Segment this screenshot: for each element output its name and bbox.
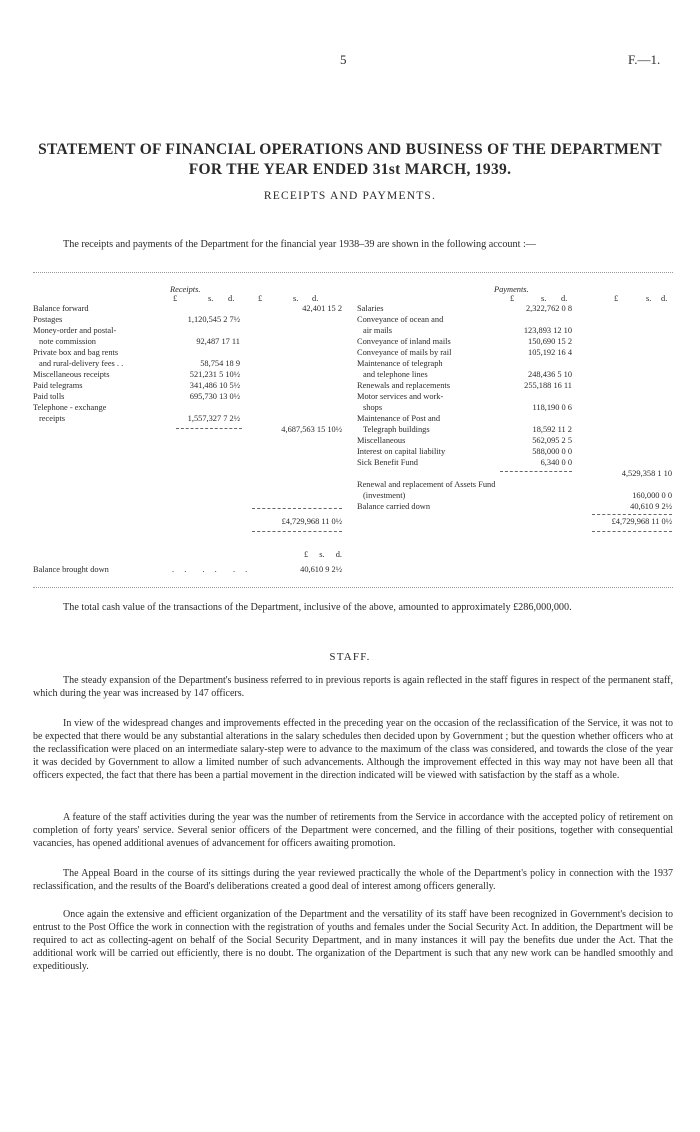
- payments-amount-buildings: 18,592 11 2: [532, 425, 572, 434]
- staff-paragraph-1: The steady expansion of the Department's business referred to in previous reports is again reflected in the staff figures in respect of the permanent staff, which during the year was increased by 147 officers.: [33, 675, 673, 699]
- receipts-label-money-order-2: note commission: [39, 337, 96, 346]
- receipts-col-pounds: £: [173, 294, 178, 303]
- payments-label-sick-benefit: Sick Benefit Fund: [357, 458, 418, 467]
- payments-label-rail: Conveyance of mails by rail: [357, 348, 452, 357]
- payments-heading: Payments.: [494, 285, 529, 294]
- payments-subtotal-rule: [500, 471, 572, 472]
- payments-amount-motor: 118,190 0 6: [532, 403, 572, 412]
- payments-amount-renewal-fund: 160,000 0 0: [632, 491, 672, 500]
- payments-label-interest: Interest on capital liability: [357, 447, 446, 456]
- payments-label-balance-carried: Balance carried down: [357, 502, 431, 511]
- payments-amount-rail: 105,192 16 4: [528, 348, 572, 357]
- receipts-amount-private-box: 58,754 18 9: [200, 359, 240, 368]
- receipts-total-col-shillings: s.: [293, 294, 299, 303]
- receipts-grand-total-rule-top: [252, 508, 342, 509]
- page-number: 5: [340, 52, 347, 67]
- receipts-amount-money-order: 92,487 17 11: [196, 337, 240, 346]
- payments-amount-sick-benefit: 6,340 0 0: [540, 458, 572, 467]
- intro-paragraph: The receipts and payments of the Department for the financial year 1938–39 are shown in the following account :—: [63, 239, 536, 250]
- receipts-label-miscellaneous: Miscellaneous receipts: [33, 370, 110, 379]
- payments-label-renewals: Renewals and replacements: [357, 381, 451, 390]
- receipts-amount-postages: 1,120,545 2 7½: [187, 315, 240, 324]
- payments-label-motor-1: Motor services and work-: [357, 392, 444, 401]
- payments-grand-total: £4,729,968 11 0½: [611, 517, 672, 526]
- receipts-subtotal-rule: [176, 428, 242, 429]
- receipts-subtotal: 4,687,563 15 10½: [281, 425, 342, 434]
- payments-amount-balance-carried: 40,610 9 2½: [630, 502, 672, 511]
- account-bottom-rule: [33, 587, 673, 588]
- payments-col-pence: d.: [561, 294, 568, 303]
- cash-value-paragraph: The total cash value of the transactions of the Department, inclusive of the above, amounted to approximately £286,000,000.: [63, 602, 572, 613]
- payments-amount-salaries: 2,322,762 0 8: [525, 304, 572, 313]
- payments-label-ocean-1: Conveyance of ocean and: [357, 315, 444, 324]
- payments-label-miscellaneous: Miscellaneous: [357, 436, 406, 445]
- payments-label-salaries: Salaries: [357, 304, 384, 313]
- receipts-label-paid-telegrams: Paid telegrams: [33, 381, 83, 390]
- staff-heading: STAFF.: [329, 651, 371, 663]
- payments-amount-miscellaneous: 562,095 2 5: [532, 436, 572, 445]
- staff-paragraph-2: In view of the widespread changes and improvements effected in the preceding year on the occasion of the reclassification of the Service, it was not to be expected that there would be any substantial alterations in the salary schedules then decided upon by Government ; but the question whether officers who at the reclassification were placed on an intermediate salary-step were to advance to the maximum of the class was considered, and towards the close of the year it was decided by Government to allow a limited number of such advancements. Although the improvement effected in this way may not have been all that officers expected, the fact that there has been a partial movement in the direction indicated will be viewed with satisfaction by the staff as a whole.: [33, 718, 673, 781]
- receipts-label-telephone-2: receipts: [39, 414, 66, 423]
- receipts-total-balance-forward: 42,401 15 2: [302, 304, 342, 313]
- brought-down-amount: 40,610 9 2½: [300, 565, 342, 574]
- payments-label-inland: Conveyance of inland mails: [357, 337, 451, 346]
- payments-amount-inland: 150,690 15 2: [528, 337, 572, 346]
- receipts-col-shillings: s.: [208, 294, 214, 303]
- statement-title-line-2: FOR THE YEAR ENDED 31st MARCH, 1939.: [188, 161, 512, 178]
- receipts-total-col-pounds: £: [258, 294, 263, 303]
- brought-down-label: Balance brought down: [33, 565, 109, 574]
- payments-label-lines-2: and telephone lines: [363, 370, 428, 379]
- receipts-label-private-box-2: and rural-delivery fees . .: [39, 359, 124, 368]
- payments-subtotal: 4,529,358 1 10: [621, 469, 672, 478]
- payments-grand-total-rule-top: [592, 514, 672, 515]
- receipts-amount-paid-tolls: 695,730 13 0½: [189, 392, 240, 401]
- payments-amount-ocean: 123,893 12 10: [523, 326, 572, 335]
- payments-label-buildings-1: Maintenance of Post and: [357, 414, 441, 423]
- receipts-col-pence: d.: [228, 294, 235, 303]
- payments-label-lines-1: Maintenance of telegraph: [357, 359, 443, 368]
- payments-label-renewal-fund-2: (investment): [363, 491, 406, 500]
- staff-paragraph-4: The Appeal Board in the course of its sittings during the year reviewed practically the whole of the Department's policy in connection with the 1937 reclassification, and the results of the Board's deliberations created a good deal of interest among officers generally.: [33, 868, 673, 892]
- payments-col-shillings: s.: [541, 294, 547, 303]
- receipts-amount-paid-telegrams: 341,486 10 5½: [189, 381, 240, 390]
- receipts-label-telephone-1: Telephone - exchange: [33, 403, 107, 412]
- payments-label-buildings-2: Telegraph buildings: [363, 425, 430, 434]
- receipts-grand-total: £4,729,968 11 0½: [281, 517, 342, 526]
- receipts-and-payments-heading: RECEIPTS AND PAYMENTS.: [263, 190, 437, 202]
- receipts-label-money-order-1: Money-order and postal-: [33, 326, 117, 335]
- document-reference: F.—1.: [628, 52, 661, 67]
- payments-amount-lines: 248,436 5 10: [528, 370, 572, 379]
- payments-label-renewal-fund-1: Renewal and replacement of Assets Fund: [357, 480, 496, 489]
- staff-paragraph-3: A feature of the staff activities during the year was the number of retirements from the Service in accordance with the accepted policy of retirement on completion of forty years' service. Several senior officers of the Department were concerned, and the filling of their positions, together with consequential vacancies, has opened additional avenues of advancement for officers awaiting promotion.: [33, 812, 673, 849]
- receipts-label-balance-forward: Balance forward: [33, 304, 89, 313]
- brought-down-leader: . . . . . .: [172, 565, 252, 574]
- brought-down-col-headers: £ s. d.: [303, 550, 342, 559]
- payments-total-col-pence: d.: [661, 294, 668, 303]
- receipts-amount-miscellaneous: 521,231 5 10½: [189, 370, 240, 379]
- payments-amount-interest: 588,000 0 0: [532, 447, 572, 456]
- payments-total-col-shillings: s.: [646, 294, 652, 303]
- receipts-total-col-pence: d.: [312, 294, 319, 303]
- receipts-amount-telephone: 1,557,327 7 2½: [187, 414, 240, 423]
- payments-grand-total-rule-bottom: [592, 531, 672, 532]
- payments-amount-renewals: 255,188 16 11: [524, 381, 572, 390]
- statement-title-line-1: STATEMENT OF FINANCIAL OPERATIONS AND BUSINESS OF THE DEPARTMENT: [38, 141, 662, 158]
- staff-paragraph-5: Once again the extensive and efficient organization of the Department and the versatility of its staff have been recognized in Government's decision to entrust to the Post Office the work in connection with the registration of youths and females under the Social Security Act. In addition, the Department will be required to act as collecting-agent on behalf of the Social Security Department, and in many instances it will pay the benefits due under the Act. That the additional work will be carried out efficiently, there is no doubt. The organization of the Department is such that any new work can be handled smoothly and expeditiously.: [33, 909, 673, 972]
- receipts-grand-total-rule-bottom: [252, 531, 342, 532]
- receipts-label-private-box-1: Private box and bag rents: [33, 348, 119, 357]
- payments-label-motor-2: shops: [363, 403, 383, 412]
- receipts-label-postages: Postages: [33, 315, 63, 324]
- payments-total-col-pounds: £: [614, 294, 619, 303]
- payments-label-ocean-2: air mails: [363, 326, 393, 335]
- payments-col-pounds: £: [510, 294, 515, 303]
- receipts-heading: Receipts.: [170, 285, 201, 294]
- receipts-label-paid-tolls: Paid tolls: [33, 392, 65, 401]
